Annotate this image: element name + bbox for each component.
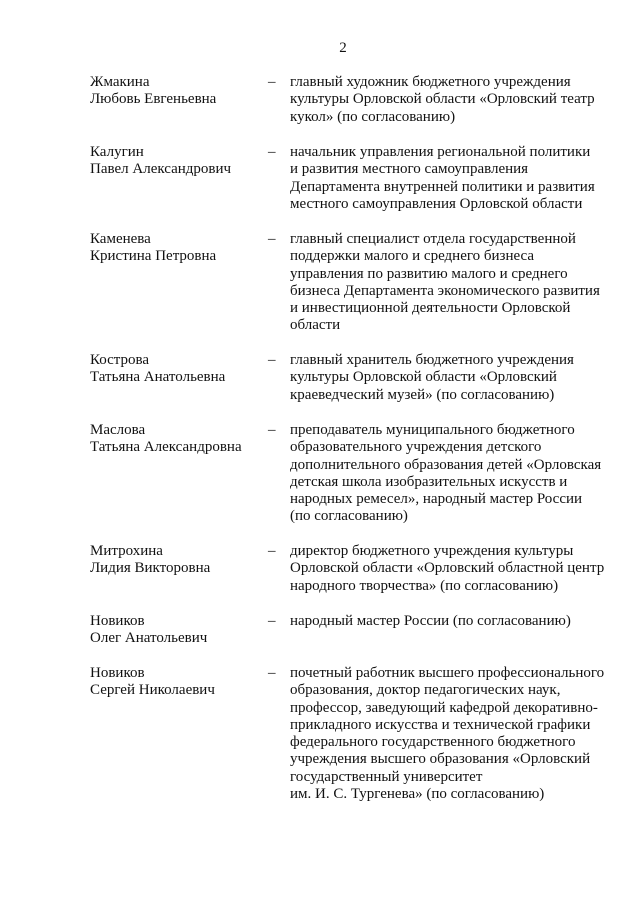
description-line: и инвестиционной деятельности Орловской [290,300,571,317]
member-description [290,422,610,526]
member-description [290,144,610,213]
member-surname: Жмакина [90,74,150,90]
member-description [290,74,610,126]
description-line: главный хранитель бюджетного учреждения [290,352,574,368]
member-surname: Калугин [90,144,144,160]
dash-separator: – [268,613,276,629]
member-surname: Новиков [90,613,145,629]
member-given-names: Любовь Евгеньевна [90,91,217,108]
description-line: государственный университет [290,768,483,785]
member-name [90,74,260,109]
description-line: поддержки малого и среднего бизнеса [290,248,535,265]
description-line: дополнительного образования детей «Орловская [290,456,602,473]
description-line: культуры Орловской области «Орловский [290,369,557,386]
description-line: федерального государственного бюджетного [290,734,576,751]
member-surname: Каменева [90,231,151,247]
member-description [290,543,610,595]
description-line: образовательного учреждения детского [290,439,542,456]
description-line: главный специалист отдела государственной [290,231,576,247]
description-line: культуры Орловской области «Орловский театр [290,91,595,108]
member-surname: Митрохина [90,543,163,559]
member-description [290,231,610,335]
description-line: народный мастер России (по согласованию) [290,613,571,629]
member-description [290,665,610,803]
description-line: области [290,317,341,334]
member-given-names: Сергей Николаевич [90,682,215,699]
dash-separator: – [268,543,276,559]
description-line: бизнеса Департамента экономического развития [290,282,600,299]
description-line: детская школа изобразительных искусств и [290,473,568,490]
member-given-names: Павел Александрович [90,161,232,178]
description-line: им. И. С. Тургенева» (по согласованию) [290,786,545,803]
description-line: Департамента внутренней политики и развития [290,178,595,195]
member-given-names: Лидия Викторовна [90,560,211,577]
description-line: учреждения высшего образования «Орловский [290,751,591,768]
description-line: краеведческий музей» (по согласованию) [290,386,555,403]
member-name [90,422,260,457]
description-line: и развития местного самоуправления [290,161,529,178]
member-description [290,352,610,404]
member-name [90,231,260,266]
member-name [90,144,260,179]
description-line: (по согласованию) [290,508,408,525]
description-line: преподаватель муниципального бюджетного [290,422,575,438]
member-given-names: Татьяна Александровна [90,439,242,456]
description-line: образования, доктор педагогических наук, [290,682,561,699]
description-line: директор бюджетного учреждения культуры [290,543,574,559]
description-line: профессор, заведующий кафедрой декоративно- [290,699,598,716]
description-line: начальник управления региональной политики [290,144,591,160]
description-line: почетный работник высшего профессионального [290,665,605,681]
description-line: управления по развитию малого и среднего [290,265,568,282]
member-surname: Маслова [90,422,146,438]
page-number: 2 [339,40,347,56]
dash-separator: – [268,352,276,368]
member-given-names: Олег Анатольевич [90,630,208,647]
dash-separator: – [268,144,276,160]
member-given-names: Кристина Петровна [90,248,217,265]
member-name [90,543,260,578]
member-name [90,665,260,700]
description-line: главный художник бюджетного учреждения [290,74,571,90]
description-line: народного творчества» (по согласованию) [290,577,559,594]
member-surname: Кострова [90,352,150,368]
dash-separator: – [268,665,276,681]
description-line: прикладного искусства и технической графики [290,716,591,733]
member-name [90,352,260,387]
dash-separator: – [268,74,276,90]
dash-separator: – [268,422,276,438]
dash-separator: – [268,231,276,247]
description-line: кукол» (по согласованию) [290,108,456,125]
member-name [90,613,260,648]
member-given-names: Татьяна Анатольевна [90,369,226,386]
description-line: народных ремесел», народный мастер России [290,491,583,508]
member-surname: Новиков [90,665,145,681]
member-description [290,613,610,630]
description-line: местного самоуправления Орловской области [290,195,583,212]
description-line: Орловской области «Орловский областной центр [290,560,605,577]
